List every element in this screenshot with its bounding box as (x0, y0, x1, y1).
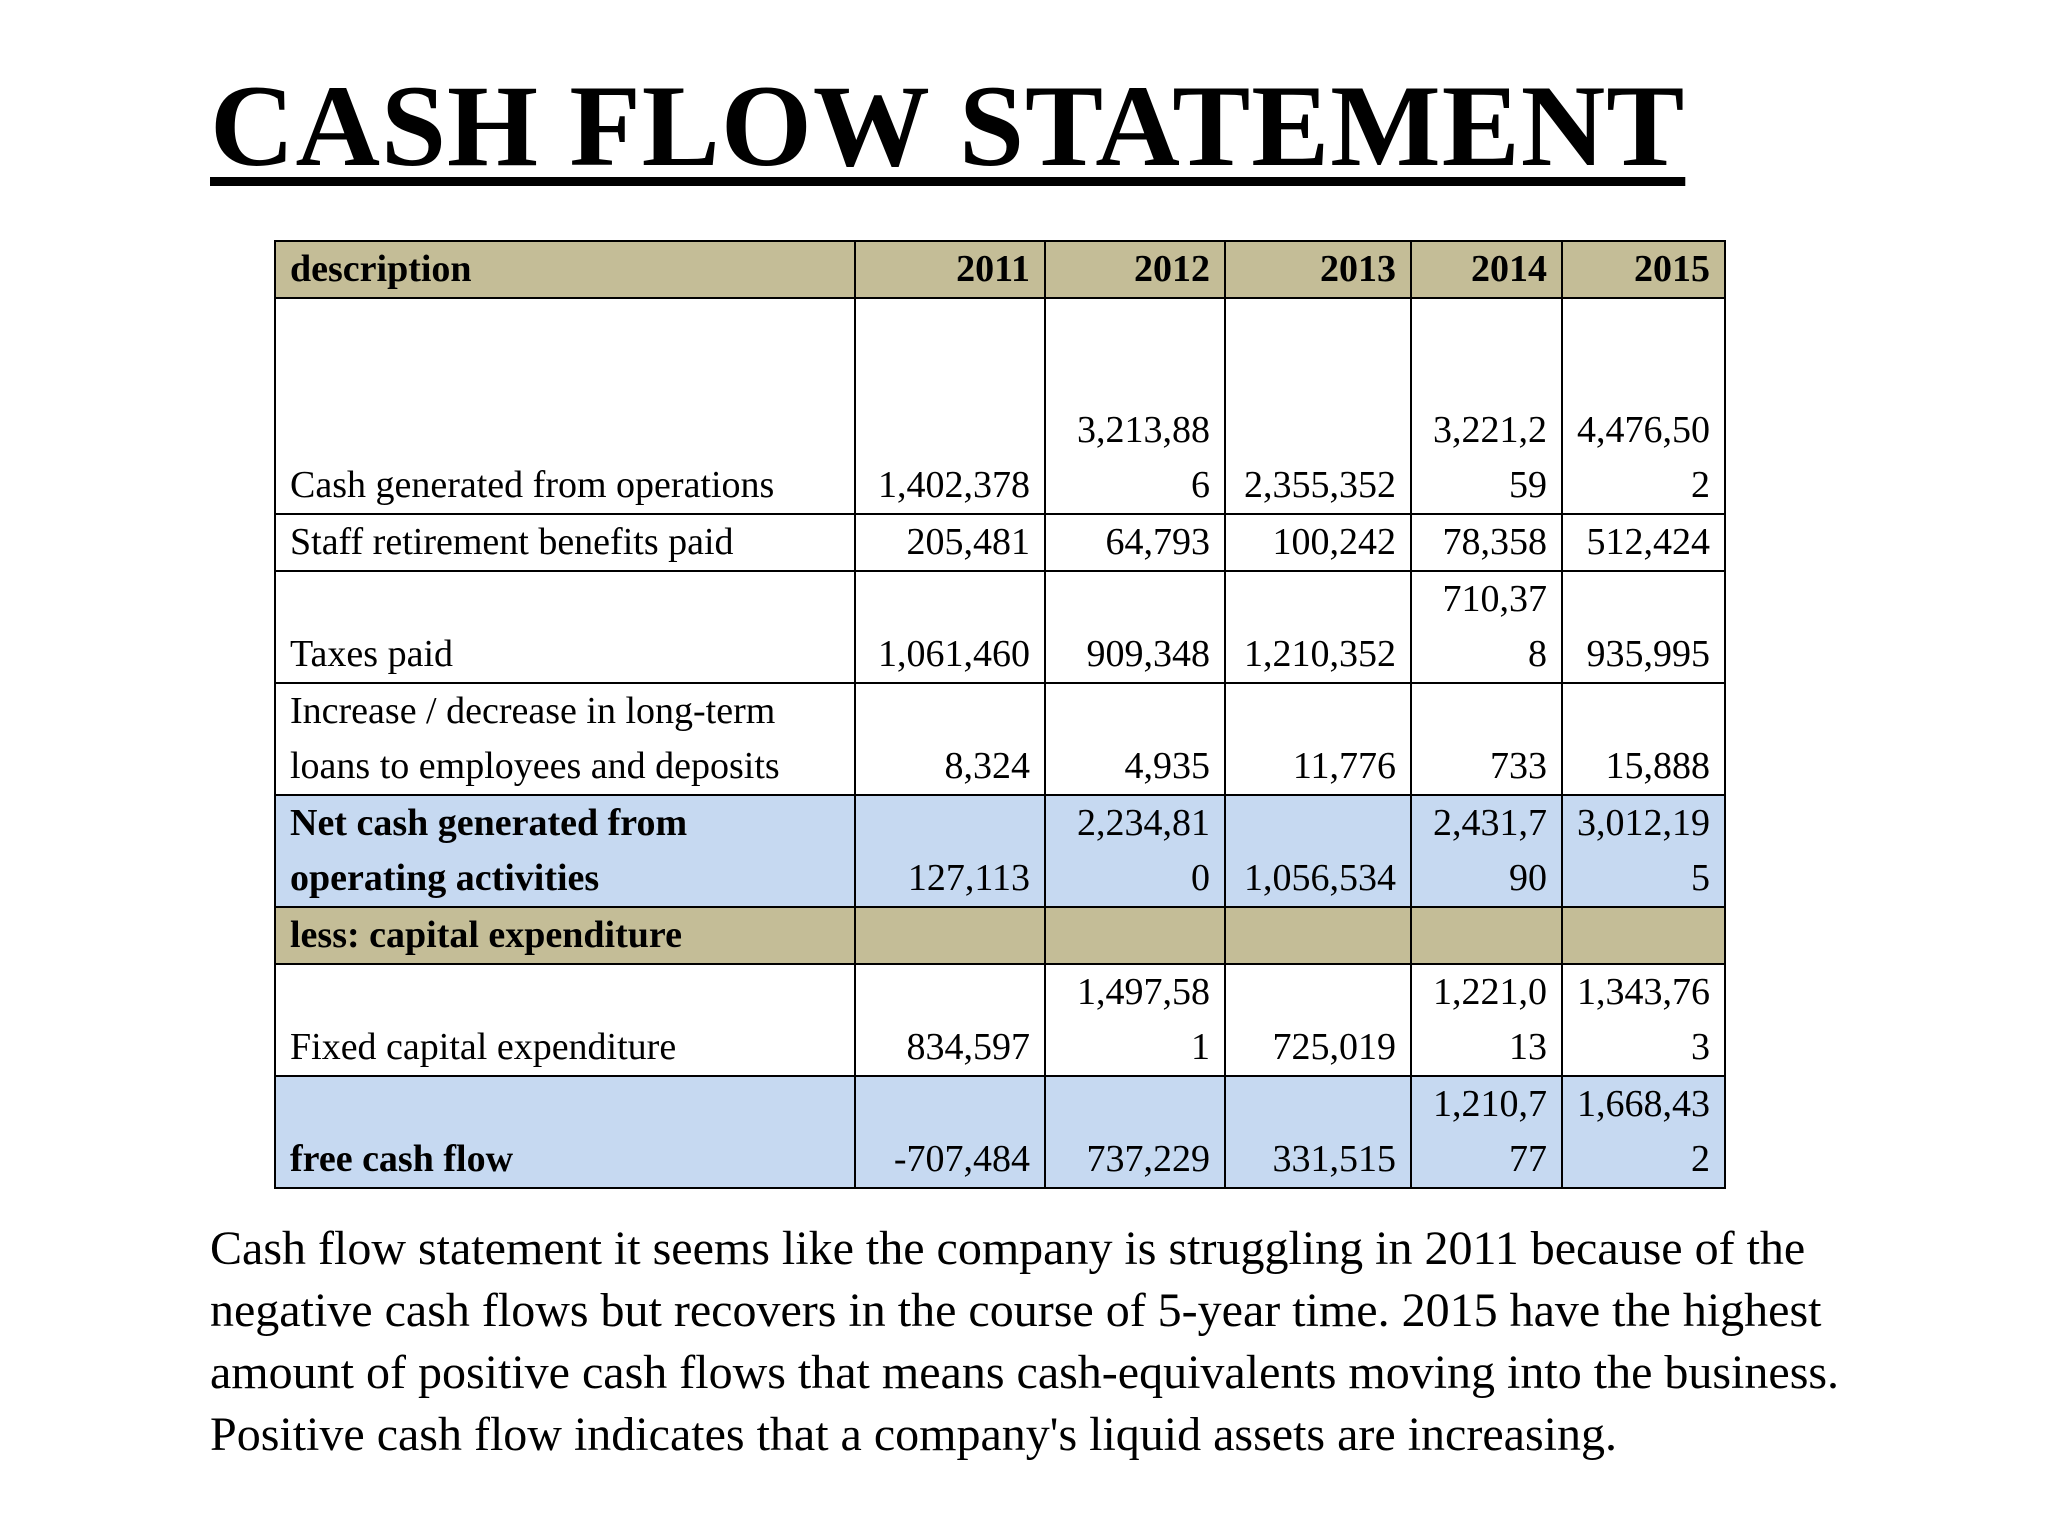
cell-value: 1,056,534 (1225, 795, 1411, 907)
cell-value (1411, 907, 1562, 964)
column-header-year: 2014 (1411, 241, 1562, 298)
cell-value: 1,210,777 (1411, 1076, 1562, 1188)
cell-value: 1,402,378 (855, 298, 1045, 514)
table-row-fixed-capital-expenditure (275, 964, 1725, 1076)
cell-value: 737,229 (1045, 1076, 1225, 1188)
row-label: Fixed capital expenditure (275, 964, 855, 1076)
column-header-year: 2013 (1225, 241, 1411, 298)
cell-value: 4,935 (1045, 683, 1225, 795)
cell-value: 725,019 (1225, 964, 1411, 1076)
cell-value: 4,476,502 (1562, 298, 1725, 514)
cell-value: 1,668,432 (1562, 1076, 1725, 1188)
row-label: free cash flow (275, 1076, 855, 1188)
cell-value: 2,234,810 (1045, 795, 1225, 907)
cell-value: 935,995 (1562, 571, 1725, 683)
cell-value: 2,431,790 (1411, 795, 1562, 907)
cash-flow-table (274, 240, 1726, 1189)
column-header-description: description (275, 241, 855, 298)
cell-value: 1,210,352 (1225, 571, 1411, 683)
cell-value: -707,484 (855, 1076, 1045, 1188)
cell-value: 100,242 (1225, 514, 1411, 571)
column-header-year: 2012 (1045, 241, 1225, 298)
cell-value: 834,597 (855, 964, 1045, 1076)
cell-value: 127,113 (855, 795, 1045, 907)
cell-value: 1,061,460 (855, 571, 1045, 683)
table-row-staff-retirement (275, 514, 1725, 571)
cell-value: 1,497,581 (1045, 964, 1225, 1076)
table-row-loans-to-employees (275, 683, 1725, 795)
analysis-paragraph: Cash flow statement it seems like the company is struggling in 2011 because of the negative cash flows but recovers in the course of 5-year time. 2015 have the highest amount of positive cash flows that means cash-equivalents moving into the business. Positive cash flow indicates that a company's liquid assets are increasing. (210, 1222, 1840, 1461)
column-header-year: 2011 (855, 241, 1045, 298)
cell-value: 15,888 (1562, 683, 1725, 795)
cell-value: 3,221,259 (1411, 298, 1562, 514)
cell-value (1562, 907, 1725, 964)
cell-value: 909,348 (1045, 571, 1225, 683)
column-header-year: 2015 (1562, 241, 1725, 298)
cell-value: 205,481 (855, 514, 1045, 571)
table-row-cash-from-operations (275, 298, 1725, 514)
cell-value: 2,355,352 (1225, 298, 1411, 514)
page-title: CASH FLOW STATEMENT (210, 62, 1686, 191)
cell-value (1225, 907, 1411, 964)
row-label: Increase / decrease in long-term loans to employees and deposits (275, 683, 855, 795)
cell-value: 11,776 (1225, 683, 1411, 795)
cell-value: 3,012,195 (1562, 795, 1725, 907)
cell-value: 1,221,013 (1411, 964, 1562, 1076)
cell-value: 3,213,886 (1045, 298, 1225, 514)
cell-value: 710,378 (1411, 571, 1562, 683)
row-label: less: capital expenditure (275, 907, 855, 964)
cell-value: 8,324 (855, 683, 1045, 795)
table-row-capital-expenditure-section (275, 907, 1725, 964)
cell-value: 1,343,763 (1562, 964, 1725, 1076)
cell-value: 64,793 (1045, 514, 1225, 571)
cell-value: 512,424 (1562, 514, 1725, 571)
cell-value: 78,358 (1411, 514, 1562, 571)
row-label: Net cash generated from operating activities (275, 795, 855, 907)
table-row-free-cash-flow (275, 1076, 1725, 1188)
table-row-taxes-paid (275, 571, 1725, 683)
cell-value: 331,515 (1225, 1076, 1411, 1188)
row-label: Staff retirement benefits paid (275, 514, 855, 571)
cell-value (855, 907, 1045, 964)
cell-value: 733 (1411, 683, 1562, 795)
table-row-net-cash-operating (275, 795, 1725, 907)
row-label: Taxes paid (275, 571, 855, 683)
table-header-row (275, 241, 1725, 298)
row-label: Cash generated from operations (275, 298, 855, 514)
cell-value (1045, 907, 1225, 964)
